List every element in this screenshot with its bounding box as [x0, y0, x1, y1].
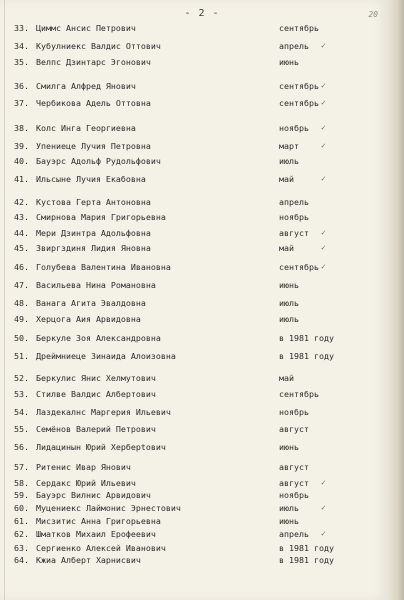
entry-name: Циммс Ансис Петрович	[36, 23, 136, 33]
check-mark-icon: ✓	[321, 243, 326, 252]
list-item	[0, 502, 380, 514]
entry-date: в 1981 году	[279, 555, 334, 565]
entry-date: июль	[279, 298, 299, 308]
entry-number: 57.	[14, 462, 29, 472]
entry-number: 36.	[14, 81, 29, 91]
list-item	[0, 122, 380, 134]
list-item	[0, 528, 380, 540]
list-item	[0, 211, 380, 223]
entry-name: Васильева Нина Романовна	[36, 280, 156, 290]
entry-date: июнь	[279, 516, 299, 526]
entry-name: Лаздекалнс Маргерия Ильевич	[36, 407, 171, 417]
entry-number: 59.	[14, 490, 29, 500]
list-item	[0, 173, 380, 185]
entry-name: Сердакс Юрий Ильевич	[36, 478, 136, 488]
entry-date: август	[279, 462, 309, 472]
list-item	[0, 227, 380, 239]
entry-number: 55.	[14, 424, 29, 434]
entry-date: сентябрь	[279, 389, 319, 399]
entry-date: июль	[279, 314, 299, 324]
entry-date: ноябрь	[279, 407, 309, 417]
entry-name: Кубулниекс Валдис Оттович	[36, 41, 161, 51]
entry-number: 45.	[14, 243, 29, 253]
entry-number: 50.	[14, 333, 29, 343]
entry-date: май	[279, 373, 294, 383]
entry-date: ноябрь	[279, 490, 309, 500]
entry-name: Бауэрс Адольф Рудольфович	[36, 156, 161, 166]
list-item	[0, 350, 380, 362]
entry-name: Муцениекс Лаймонис Эрнестович	[36, 503, 181, 513]
list-item	[0, 56, 380, 68]
check-mark-icon: ✓	[321, 262, 326, 271]
entry-number: 53.	[14, 389, 29, 399]
list-item	[0, 140, 380, 152]
check-mark-icon: ✓	[321, 228, 326, 237]
entry-date: март	[279, 141, 299, 151]
entry-date: август	[279, 478, 309, 488]
entry-number: 62.	[14, 529, 29, 539]
entry-number: 51.	[14, 351, 29, 361]
entry-number: 58.	[14, 478, 29, 488]
entry-name: Лидацинын Юрий Херберtович	[36, 442, 166, 452]
check-mark-icon: ✓	[321, 98, 326, 107]
entry-date: август	[279, 424, 309, 434]
list-item	[0, 489, 380, 501]
entry-name: Беркулис Янис Хелмутович	[36, 373, 156, 383]
entry-date: сентябрь	[279, 81, 319, 91]
entry-date: август	[279, 228, 309, 238]
check-mark-icon: ✓	[321, 41, 326, 50]
entry-number: 49.	[14, 314, 29, 324]
entry-date: апрель	[279, 41, 309, 51]
entry-date: ноябрь	[279, 212, 309, 222]
entry-number: 63.	[14, 543, 29, 553]
entry-date: июнь	[279, 57, 299, 67]
entry-date: апрель	[279, 197, 309, 207]
entry-number: 48.	[14, 298, 29, 308]
list-item	[0, 313, 380, 325]
entry-name: Бауэрс Вилнис Арвидович	[36, 490, 151, 500]
list-item	[0, 515, 380, 527]
entry-number: 43.	[14, 212, 29, 222]
entry-name: Стилве Валдис Албертович	[36, 389, 156, 399]
page-number: - 2 -	[184, 8, 220, 19]
entry-date: май	[279, 243, 294, 253]
check-mark-icon: ✓	[321, 174, 326, 183]
entry-name: Ванага Агита Эвалдовна	[36, 298, 146, 308]
check-mark-icon: ✓	[321, 141, 326, 150]
entry-date: июль	[279, 503, 299, 513]
check-mark-icon: ✓	[321, 503, 326, 512]
entry-date: июнь	[279, 280, 299, 290]
entry-name: Велпс Дзинтарс Эгонович	[36, 57, 151, 67]
entry-name: Шматков Михаил Ерофеевич	[36, 529, 156, 539]
list-item	[0, 372, 380, 384]
entry-number: 37.	[14, 98, 29, 108]
entry-date: в 1981 году	[279, 543, 334, 553]
entry-number: 34.	[14, 41, 29, 51]
archive-number: 20	[368, 10, 378, 19]
entry-number: 60.	[14, 503, 29, 513]
check-mark-icon: ✓	[321, 478, 326, 487]
entry-number: 42.	[14, 197, 29, 207]
entry-name: Упениеце Лучия Петровна	[36, 141, 151, 151]
entry-name: Ильсыне Лучия Екабовна	[36, 174, 146, 184]
entry-number: 39.	[14, 141, 29, 151]
list-item	[0, 261, 380, 273]
entry-name: Колс Инга Георгиевна	[36, 123, 136, 133]
entry-name: Мери Дзинтра Адольфовна	[36, 228, 151, 238]
entry-date: в 1981 году	[279, 333, 334, 343]
list-item	[0, 423, 380, 435]
list-item	[0, 477, 380, 489]
entry-name: Ритенис Ивар Янович	[36, 462, 131, 472]
list-item	[0, 242, 380, 254]
list-item	[0, 297, 380, 309]
entry-name: Звиргздиня Лидия Яновна	[36, 243, 151, 253]
list-item	[0, 388, 380, 400]
list-item	[0, 542, 380, 554]
entry-date: ноябрь	[279, 123, 309, 133]
check-mark-icon: ✓	[321, 529, 326, 538]
entry-date: сентябрь	[279, 262, 319, 272]
entry-number: 46.	[14, 262, 29, 272]
entry-number: 64.	[14, 555, 29, 565]
entry-name: Херцога Аия Арвидовна	[36, 314, 141, 324]
list-item	[0, 279, 380, 291]
list-item	[0, 461, 380, 473]
entry-date: июль	[279, 156, 299, 166]
entry-number: 41.	[14, 174, 29, 184]
entry-name: Беркуле Зоя Александровна	[36, 333, 161, 343]
list-item	[0, 406, 380, 418]
entry-date: сентябрь	[279, 23, 319, 33]
entry-number: 38.	[14, 123, 29, 133]
entry-date: апрель	[279, 529, 309, 539]
entry-name: Смилга Алфред Янович	[36, 81, 136, 91]
entry-number: 54.	[14, 407, 29, 417]
list-item	[0, 554, 380, 566]
list-item	[0, 332, 380, 344]
entry-date: май	[279, 174, 294, 184]
list-item	[0, 80, 380, 92]
list-item	[0, 40, 380, 52]
list-item	[0, 97, 380, 109]
entry-name: Чербикова Адель Оттовна	[36, 98, 151, 108]
entry-date: июнь	[279, 442, 299, 452]
list-item	[0, 441, 380, 453]
entry-name: Семёнов Валерий Петрович	[36, 424, 156, 434]
entry-number: 61.	[14, 516, 29, 526]
entry-number: 33.	[14, 23, 29, 33]
check-mark-icon: ✓	[321, 81, 326, 90]
entry-number: 52.	[14, 373, 29, 383]
entry-date: сентябрь	[279, 98, 319, 108]
entry-name: Смирнова Мария Григорьевна	[36, 212, 166, 222]
entry-date: в 1981 году	[279, 351, 334, 361]
entry-name: Голубева Валентина Ивановна	[36, 262, 171, 272]
check-mark-icon: ✓	[321, 123, 326, 132]
entry-number: 56.	[14, 442, 29, 452]
entry-name: Мисзитис Анна Григорьевна	[36, 516, 161, 526]
entry-number: 35.	[14, 57, 29, 67]
entry-number: 47.	[14, 280, 29, 290]
entry-number: 44.	[14, 228, 29, 238]
entry-name: Сергиенко Алексей Иванович	[36, 543, 166, 553]
entry-name: Кжиа Алберт Харнисвич	[36, 555, 141, 565]
entry-name: Кустова Герта Антоновна	[36, 197, 151, 207]
list-item	[0, 155, 380, 167]
entry-name: Дреймниеце Зинаида Алоизовна	[36, 351, 176, 361]
list-item	[0, 22, 380, 34]
entry-number: 40.	[14, 156, 29, 166]
list-item	[0, 196, 380, 208]
